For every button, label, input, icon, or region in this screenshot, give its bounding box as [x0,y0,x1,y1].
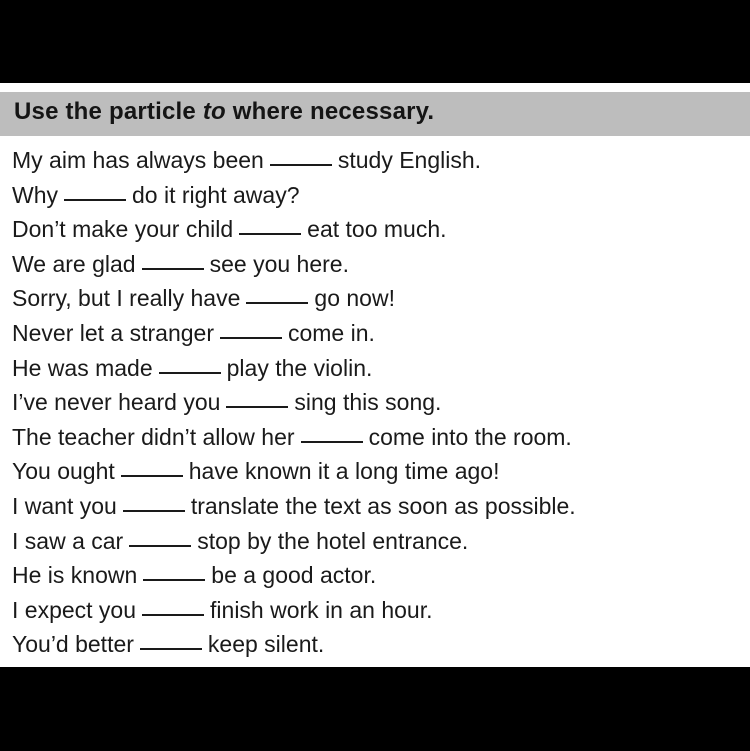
sentence-end: eat too much. [307,216,447,243]
sentence-6 [0,316,750,351]
answer-blank[interactable] [159,372,221,374]
sentence-start: Sorry, but I really have [12,285,241,312]
answer-blank[interactable] [143,579,205,581]
sentence-10 [0,454,750,489]
sentence-7 [0,351,750,386]
answer-blank[interactable] [220,337,282,339]
sentence-2 [0,178,750,213]
answer-blank[interactable] [226,406,288,408]
sentence-end: be a good actor. [211,562,377,589]
answer-blank[interactable] [239,233,301,235]
sentence-end: stop by the hotel entrance. [197,527,469,554]
sentence-9 [0,420,750,455]
answer-blank[interactable] [270,164,332,166]
sentence-end: have known it a long time ago! [188,458,500,485]
answer-blank[interactable] [142,614,204,616]
sentence-start: He is known [12,562,138,589]
answer-blank[interactable] [129,545,191,547]
sentence-start: I want you [12,492,117,519]
sentence-end: finish work in an hour. [210,596,433,623]
sentence-end: see you here. [209,250,349,277]
sentence-end: come in. [287,319,375,346]
sentence-5 [0,281,750,316]
sentence-15 [0,627,750,662]
answer-blank[interactable] [64,199,126,201]
sentence-start: I saw a car [12,527,124,554]
sentence-start: Why [12,181,58,208]
sentence-start: We are glad [12,250,136,277]
answer-blank[interactable] [301,441,363,443]
answer-blank[interactable] [142,268,204,270]
sentence-start: I’ve never heard you [12,389,221,416]
sentence-13 [0,558,750,593]
sentence-start: You ought [12,458,115,485]
sentence-end: translate the text as soon as possible. [190,492,576,519]
sentence-12 [0,524,750,559]
exercise-header [0,92,750,136]
exercise-title [14,98,434,126]
sentence-end: keep silent. [207,631,325,658]
sentence-3 [0,212,750,247]
sentence-11 [0,489,750,524]
answer-blank[interactable] [123,510,185,512]
sentence-end: play the violin. [226,354,373,381]
sentence-8 [0,385,750,420]
sentence-end: go now! [314,285,395,312]
sentence-14 [0,593,750,628]
sentence-list [0,143,750,662]
sentence-start: You’d better [12,631,134,658]
title-emphasis: to [202,98,226,125]
sentence-start: Never let a stranger [12,319,214,346]
title-part-2: where necessary. [225,98,435,125]
sentence-start: The teacher didn’t allow her [12,423,295,450]
sentence-end: sing this song. [294,389,442,416]
answer-blank[interactable] [121,475,183,477]
sentence-4 [0,247,750,282]
sentence-start: I expect you [12,596,137,623]
sentence-start: My aim has always been [12,147,264,173]
sentence-1 [0,143,750,178]
answer-blank[interactable] [246,302,308,304]
sentence-start: Don’t make your child [12,216,234,243]
sentence-start: He was made [12,354,153,381]
worksheet-page [0,83,750,667]
sentence-end: come into the room. [368,423,572,450]
sentence-end: study English. [337,147,482,173]
answer-blank[interactable] [140,648,202,650]
title-part-1: Use the particle [14,98,203,125]
sentence-end: do it right away? [132,181,300,208]
